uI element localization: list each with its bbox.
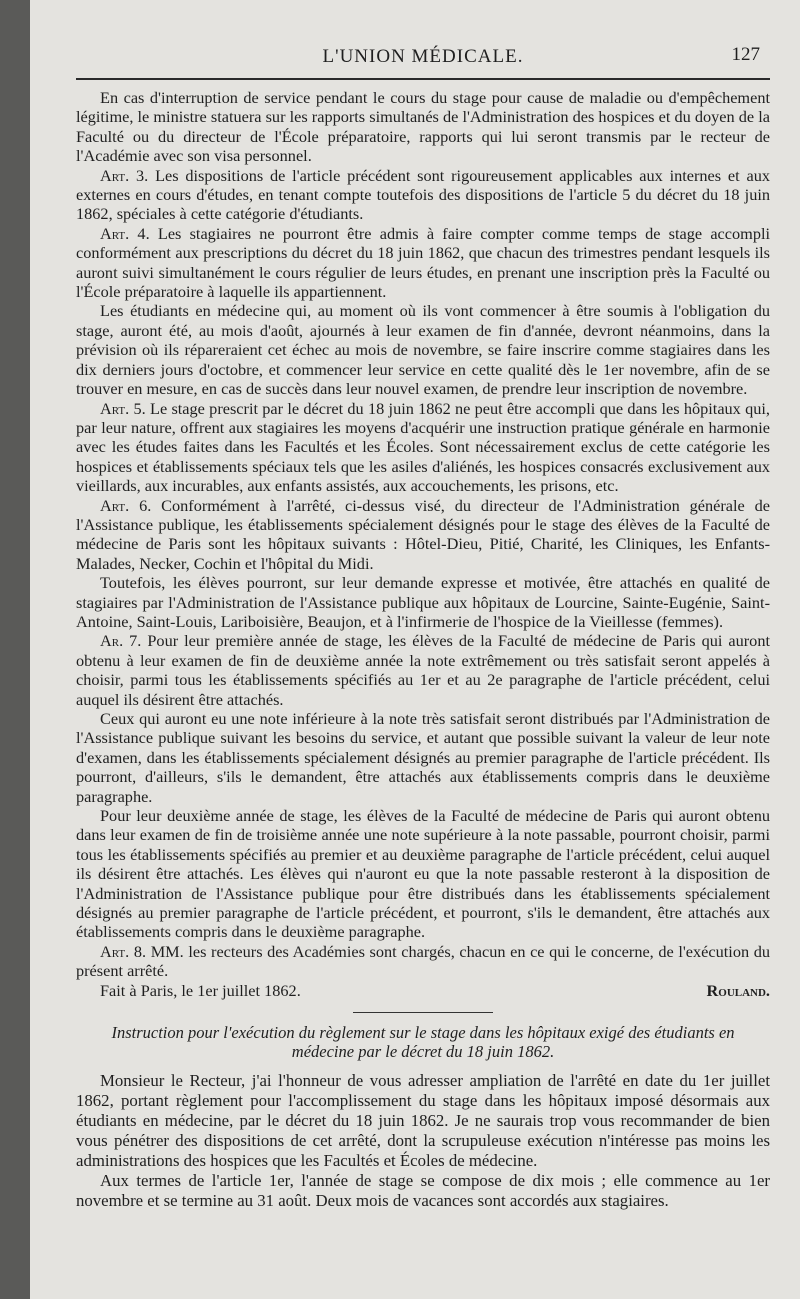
instruction-title: Instruction pour l'exécution du règlement sur le stage dans les hôpitaux exigé des étudiants en médecine par le décret du 18 juin 1862. bbox=[111, 1023, 735, 1062]
paragraph bbox=[76, 631, 770, 709]
article-body bbox=[76, 88, 770, 981]
header-rule bbox=[76, 78, 770, 80]
section-separator bbox=[353, 1012, 493, 1013]
article-number: Ar. 7. bbox=[100, 631, 142, 651]
page bbox=[30, 0, 800, 1299]
article-number: Art. 3. bbox=[100, 165, 149, 185]
paragraph-text: Pour leur première année de stage, les élèves de la Faculté de médecine de Paris qui auront obtenu à leur examen de fin de deuxième année la note extrêmement ou très satisfait seront appelés à choisir, parmi tous les établissements spécifiés au 1er et au 2e paragraphe de l'article précédent, celui auquel ils désirent être attachés. bbox=[76, 631, 770, 709]
instruction-paragraph: Aux termes de l'article 1er, l'année de stage se compose de dix mois ; elle commence au 1er novembre et se termine au 31 août. Deux mois de vacances sont accordés aux stagiaires. bbox=[76, 1171, 770, 1211]
instruction-paragraph: Monsieur le Recteur, j'ai l'honneur de vous adresser ampliation de l'arrêté en date du 1er juillet 1862, portant règlement pour l'accomplissement du stage dans les hôpitaux imposé désormais aux étudiants en médecine, par le décret du 18 juin 1862. Je ne saurais trop vous recommander de bien vous pénétrer des dispositions de cet arrêté, dont la scrupuleuse exécution n'intéresse pas moins les administrations des hospices que les Facultés et Écoles de médecine. bbox=[76, 1071, 770, 1171]
paragraph bbox=[76, 88, 770, 166]
paragraph-text: Ceux qui auront eu une note inférieure à la note très satisfait seront distribués par l'Administration de l'Assistance publique suivant les besoins du service, et autant que possible suivant la valeur de leur note d'examen, dans les établissements spécialement désignés au premier paragraphe de l'article précédent. Ils pourront, d'ailleurs, s'ils le demandent, être attachés aux établissements compris dans le deuxième paragraphe. bbox=[76, 709, 770, 806]
signature-author: Rouland. bbox=[706, 980, 770, 1000]
paragraph-text: Pour leur deuxième année de stage, les élèves de la Faculté de médecine de Paris qui auront obtenu dans leur examen de fin de troisième année une note supérieure à la note passable, pourront choisir, parmi tous les établissements spécifiés au premier et au deuxième paragraphe de l'article précédent, celui auquel ils désirent être attachés. Les élèves qui n'auront eu que la note passable resteront à la disposition de l'Administration de l'Assistance publique pour être distribués dans les établissements spécialement désignés au premier paragraphe de l'article précédent, et pourront, s'ils le demandent, être attachés aux établissements compris dans le deuxième paragraphe. bbox=[76, 806, 770, 942]
paragraph-text: Les étudiants en médecine qui, au moment où ils vont commencer à être soumis à l'obligation du stage, auront été, au mois d'août, ajournés à leur examen de fin d'année, devront néanmoins, dans la prévision où ils répareraient cet échec au mois de novembre, se faire inscrire comme stagiaires dans les dix derniers jours d'octobre, et commencer leur service en cette qualité dès le 1er novembre, afin de se trouver en mesure, en cas de succès dans leur nouvel examen, de prendre leur inscription de novembre. bbox=[76, 301, 770, 399]
paragraph-text: Conformément à l'arrêté, ci-dessus visé, du directeur de l'Administration générale de l'Assistance publique, les établissements spécialement désignés pour le stage des élèves de la Faculté de médecine de Paris sont les hôpitaux suivants : Hôtel-Dieu, Pitié, Charité, les Cliniques, les Enfants-Malades, Necker, Cochin et l'hôpital du Midi. bbox=[76, 495, 770, 573]
article-number: Art. 5. bbox=[100, 398, 146, 418]
signature-line bbox=[76, 981, 770, 1000]
paragraph bbox=[76, 496, 770, 574]
paragraph-text: En cas d'interruption de service pendant le cours du stage pour cause de maladie ou d'empêchement légitime, le ministre statuera sur les rapports simultanés de l'Administration des hospices et du doyen de la Faculté ou du directeur de l'École préparatoire, rapports qui lui seront transmis par le recteur de l'Académie avec son visa personnel. bbox=[76, 88, 770, 166]
paragraph-text: Toutefois, les élèves pourront, sur leur demande expresse et motivée, être attachés en qualité de stagiaires par l'Administration de l'Assistance publique aux hôpitaux de Lourcine, Sainte-Eugénie, Saint-Antoine, Saint-Louis, Lariboisière, Beaujon, et à l'infirmerie de l'hospice de la Vieillesse (femmes). bbox=[76, 573, 770, 631]
paragraph bbox=[76, 301, 770, 398]
paragraph-text: Les dispositions de l'article précédent sont rigoureusement applicables aux internes et aux externes en cours d'études, en tenant compte toutefois des dispositions de l'article 5 du décret du 18 juin 1862, spéciales à cette catégorie d'étudiants. bbox=[76, 165, 770, 224]
paragraph-text: Les stagiaires ne pourront être admis à faire compter comme temps de stage accompli conformément aux prescriptions du décret du 18 juin 1862, que chacun des trimestres pendant lesquels ils auront suivi simultanément le cours régulier de leurs études, en prenant une inscription près la Faculté ou l'École préparatoire à laquelle ils appartiennent. bbox=[76, 223, 771, 302]
paragraph bbox=[76, 399, 770, 496]
paragraph bbox=[76, 224, 770, 302]
signature-place-date: Fait à Paris, le 1er juillet 1862. bbox=[100, 980, 301, 1000]
page-number: 127 bbox=[731, 44, 760, 65]
paragraph bbox=[76, 806, 770, 942]
article-number: Art. 6. bbox=[100, 495, 152, 515]
instruction-body bbox=[76, 1071, 770, 1211]
paragraph bbox=[76, 942, 770, 981]
paragraph-text: MM. les recteurs des Académies sont chargés, chacun en ce qui le concerne, de l'exécution du présent arrêté. bbox=[76, 941, 770, 981]
page-header bbox=[76, 38, 770, 78]
paragraph-text: Le stage prescrit par le décret du 18 juin 1862 ne peut être accompli que dans les hôpitaux qui, par leur nature, offrent aux stagiaires les moyens d'acquérir une instruction pratique générale en harmonie avec les études faites dans les Facultés et les Écoles. Sont nécessairement exclus de cette catégorie les hospices et établissements spéciaux tels que les asiles d'aliénés, les hospices consacrés exclusivement aux vieillards, aux incurables, aux enfants assistés, aux accouchements, les prisons, etc. bbox=[76, 398, 770, 496]
article-number: Art. 4. bbox=[100, 223, 150, 243]
paragraph bbox=[76, 166, 770, 224]
paragraph bbox=[76, 573, 770, 631]
running-title: L'UNION MÉDICALE. bbox=[322, 46, 524, 67]
article-number: Art. 8. bbox=[100, 941, 147, 961]
paragraph bbox=[76, 709, 770, 806]
